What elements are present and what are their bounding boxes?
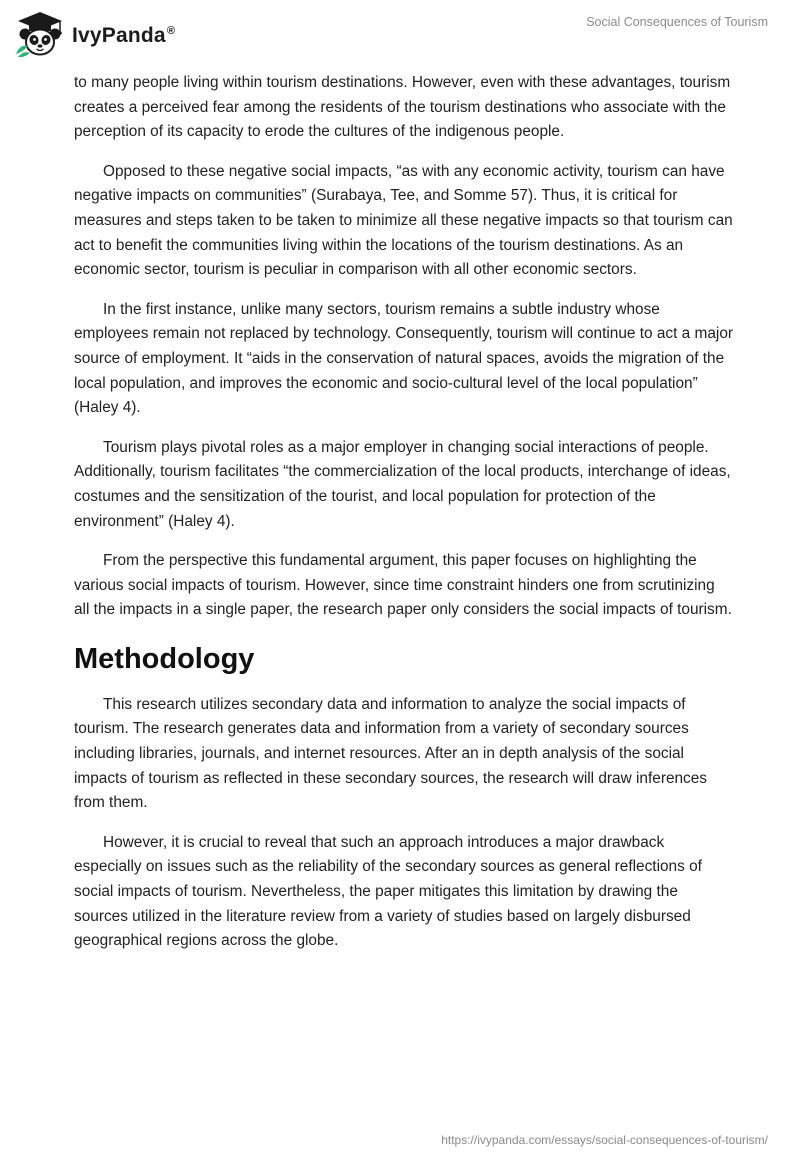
essay-content	[74, 71, 734, 969]
document-title: Social Consequences of Tourism	[586, 15, 768, 29]
paragraph: Opposed to these negative social impacts, “as with any economic activity, tourism can have negative impacts on communities” (Surabaya, Tee, and Somme 57). Thus, it is critical for measures and steps taken to be taken to minimize all these negative impacts so that tourism can act to benefit the communities living within the locations of the tourism destinations. As an economic sector, tourism is peculiar in comparison with all other economic sectors.	[74, 162, 733, 279]
brand-label: IvyPanda	[72, 24, 166, 47]
source-url[interactable]: https://ivypanda.com/essays/social-consequences-of-tourism/	[441, 1133, 768, 1147]
paragraph: to many people living within tourism destinations. However, even with these advantages, tourism creates a perceived fear among the residents of the tourism destinations who associate with the perception of its capacity to erode the cultures of the indigenous people.	[74, 74, 731, 141]
paragraph: This research utilizes secondary data and information to analyze the social impacts of tourism. The research generates data and information from a variety of secondary sources including libraries, journals, and internet resources. After an in depth analysis of the social impacts of tourism as reflected in these secondary sources, the research will draw inferences from them.	[74, 695, 708, 812]
page-header	[0, 0, 800, 70]
brand-name	[72, 24, 175, 48]
ivypanda-logo[interactable]	[14, 10, 175, 58]
panda-graduate-icon	[14, 10, 66, 58]
paragraph: Tourism plays pivotal roles as a major employer in changing social interactions of people. Additionally, tourism facilitates “the commercialization of the local products, interchange of ideas, costumes and the sensitization of the tourist, and local population for protection of the environment” (Haley 4).	[74, 438, 731, 530]
paragraph: From the perspective this fundamental argument, this paper focuses on highlighting the various social impacts of tourism. However, since time constraint hinders one from scrutinizing all the impacts in a single paper, the research paper only considers the social impacts of tourism.	[74, 552, 732, 619]
section-heading-methodology: Methodology	[74, 642, 255, 675]
paragraph: In the first instance, unlike many sectors, tourism remains a subtle industry whose employees remain not replaced by technology. Consequently, tourism will continue to act a major source of employment. It “aids in the conservation of natural spaces, avoids the migration of the local population, and improves the economic and socio-cultural level of the local population” (Haley 4).	[74, 300, 734, 417]
paragraph: However, it is crucial to reveal that such an approach introduces a major drawback especially on issues such as the reliability of the secondary sources as general reflections of social impacts of tourism. Nevertheless, the paper mitigates this limitation by drawing the sources utilized in the literature review from a variety of studies based on largely disbursed geographical regions across the globe.	[74, 833, 702, 950]
registered-mark: ®	[166, 25, 176, 37]
